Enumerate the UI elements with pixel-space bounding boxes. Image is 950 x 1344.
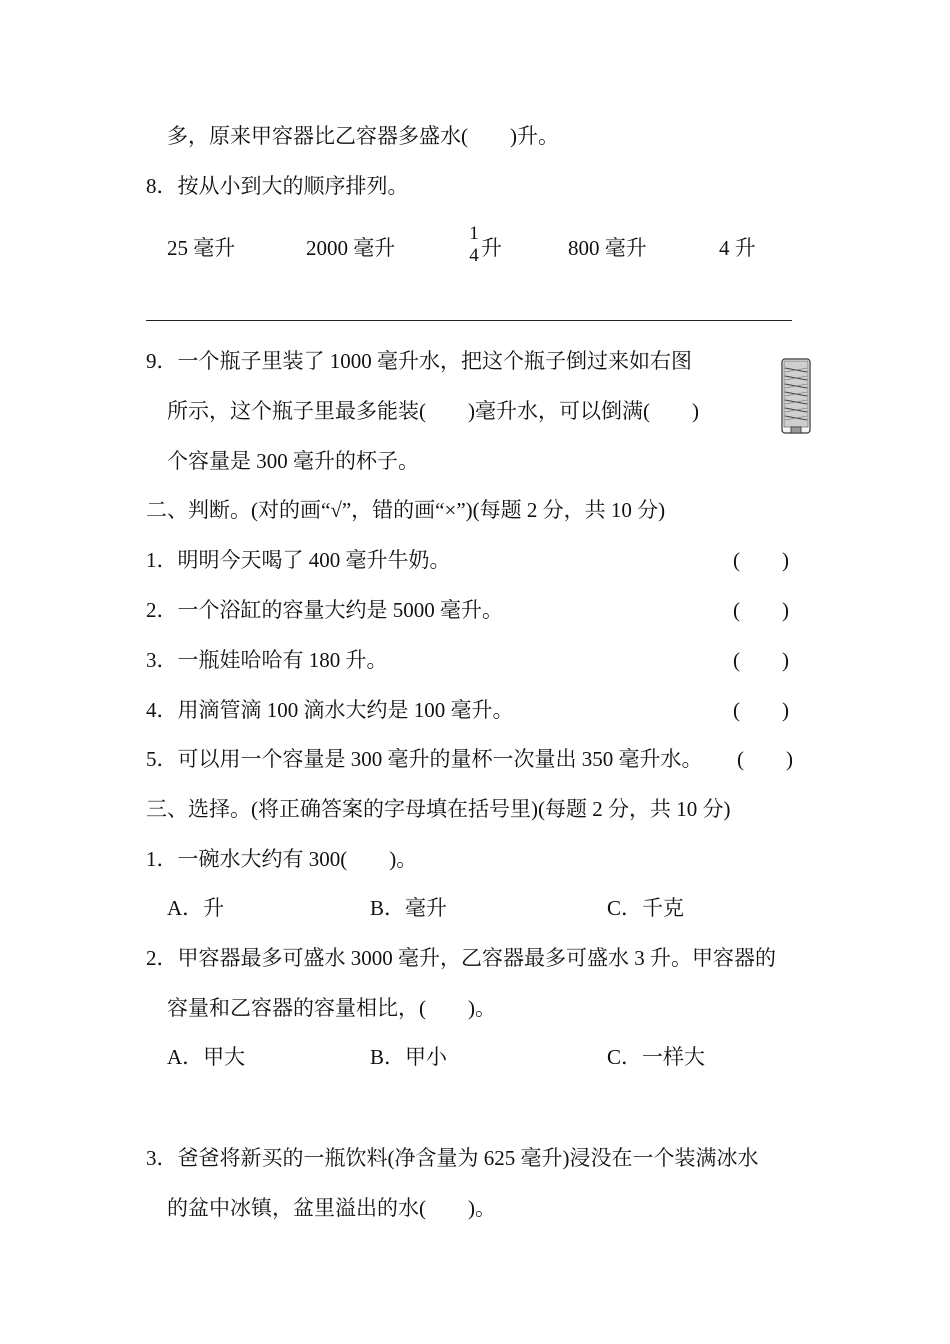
fraction-unit: 升 [481,236,502,260]
choice-q3-line-1: 3．爸爸将新买的一瓶饮料(净含量为 625 毫升)浸没在一个装满冰水 [146,1146,759,1170]
q8-item-4: 4 升 [719,236,756,260]
choice-q2-line-2: 容量和乙容器的容量相比，( )。 [167,996,496,1020]
section-2-heading: 二、判断。(对的画“√”，错的画“×”)(每题 2 分，共 10 分) [146,498,666,522]
q8-item-3: 800 毫升 [568,236,647,260]
q8-item-2: 2000 毫升 [306,236,396,260]
judge-item-2: 2．一个浴缸的容量大约是 5000 毫升。 [146,598,503,622]
choice-q2-line-1: 2．甲容器最多可盛水 3000 毫升，乙容器最多可盛水 3 升。甲容器的 [146,946,776,970]
fraction-numerator: 1 [469,223,479,244]
choice-q1-option-c[interactable]: C．千克 [607,896,685,920]
q8-prompt: 8．按从小到大的顺序排列。 [146,174,409,198]
q9-line-3: 个容量是 300 毫升的杯子。 [167,449,419,473]
judge-item-1: 1．明明今天喝了 400 毫升牛奶。 [146,548,451,572]
choice-q2-option-b[interactable]: B．甲小 [370,1045,448,1069]
judge-item-3: 3．一瓶娃哈哈有 180 升。 [146,648,388,672]
choice-q1-option-b[interactable]: B．毫升 [370,896,448,920]
q9-line-2: 所示，这个瓶子里最多能装( )毫升水，可以倒满( ) [167,399,699,423]
q8-item-1: 25 毫升 [167,236,236,260]
judge-answer-5[interactable]: ( ) [737,747,793,771]
choice-q3-line-2: 的盆中冰镇，盆里溢出的水( )。 [167,1196,496,1220]
choice-q2-option-c[interactable]: C．一样大 [607,1045,706,1069]
choice-q1: 1．一碗水大约有 300( )。 [146,847,418,871]
upside-down-bottle-image [781,358,811,434]
choice-q2-option-a[interactable]: A．甲大 [167,1045,246,1069]
judge-item-4: 4．用滴管滴 100 滴水大约是 100 毫升。 [146,698,514,722]
judge-answer-3[interactable]: ( ) [733,648,789,672]
judge-answer-2[interactable]: ( ) [733,598,789,622]
q7-continuation: 多，原来甲容器比乙容器多盛水( )升。 [167,124,559,148]
judge-answer-4[interactable]: ( ) [733,698,789,722]
q9-line-1: 9．一个瓶子里装了 1000 毫升水，把这个瓶子倒过来如右图 [146,349,692,373]
judge-answer-1[interactable]: ( ) [733,548,789,572]
judge-item-5: 5．可以用一个容量是 300 毫升的量杯一次量出 350 毫升水。 [146,747,703,771]
answer-line[interactable] [146,320,792,321]
fraction-denominator: 4 [469,245,479,266]
section-3-heading: 三、选择。(将正确答案的字母填在括号里)(每题 2 分，共 10 分) [146,797,731,821]
choice-q1-option-a[interactable]: A．升 [167,896,225,920]
